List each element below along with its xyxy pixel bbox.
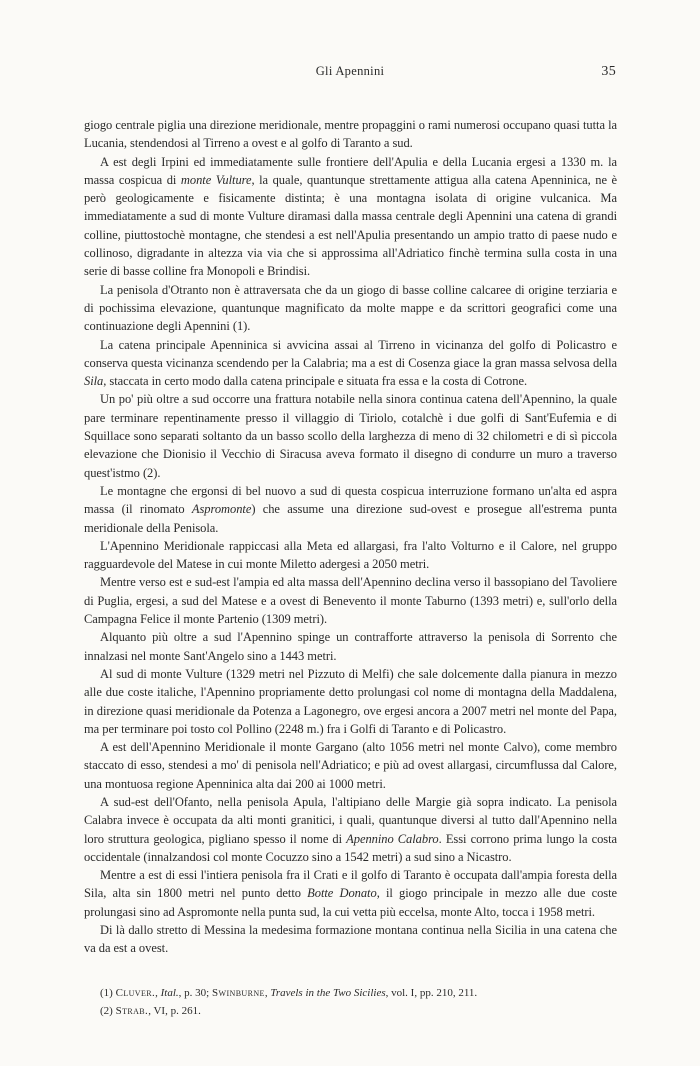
paragraph: A est degli Irpini ed immediatamente sulle frontiere dell'Apulia e della Lucania ergesi a 1330 m. la massa cospicua di monte Vulture, la quale, quantunque strettamente attigua alla catena Apenninica, ne è però geologicamente e fisicamente distinta; è una montagna isolata di origine vulcanica. Ma immediatamente a sud di monte Vulture diramasi dalla massa centrale degli Apennini una catena di grandi colline, piuttostochè montagne, che stendesi a est nell'Apulia presentando un ampio tratto di paese nudo e collinoso, digradante in altezza via via che si approssima all'Adriatico finchè termina sulla costa in una serie di basse colline fra Monopoli e Brindisi. [84, 154, 618, 279]
paragraph: Mentre a est di essi l'intiera penisola fra il Crati e il golfo di Taranto è occupata dall'ampia foresta della Sila, alta sin 1800 metri nel punto detto Botte Donato, il giogo principale in mezzo alle due coste prolungasi sino ad Aspromonte nella punta sud, la cui vetta più eccelsa, monte Alto, tocca i 1958 metri. [84, 868, 618, 919]
paragraph: giogo centrale piglia una direzione meridionale, mentre propaggini o rami numerosi occupano quasi tutta la Lucania, stendendosi al Tirreno a ovest e al golfo di Taranto a sud. [84, 118, 617, 151]
running-title: Gli Apennini [315, 64, 385, 78]
emphasis: Aspromonte [191, 502, 252, 517]
author-name: Strab. [115, 1004, 149, 1017]
paragraph: La penisola d'Otranto non è attraversata che da un giogo di basse colline calcaree di origine terziaria e di pochissima elevazione, quantunque magnificato da molte mappe e da scrittori geografici come una continuazione degli Apennini (1). [84, 282, 617, 334]
footnotes [84, 985, 617, 1020]
author-name: Cluver. [115, 987, 156, 999]
paragraph: La catena principale Apenninica si avvicina assai al Tirreno in vicinanza del golfo di Policastro e conserva questa vicinanza scendendo per la Calabria; ma a est di Cosenza giace la gran massa selvosa della Sila, staccata in certo modo dalla catena principale e situata fra essa e la costa di Cotrone. [84, 337, 617, 389]
emphasis: Sila [84, 374, 104, 389]
emphasis: Apennino Calabro [346, 831, 439, 846]
paragraph: Mentre verso est e sud-est l'ampia ed alta massa dell'Apennino declina verso il bassopiano del Tavoliere di Puglia, ergesi, a sud del Matese e a ovest di Benevento il monte Taburno (1393 metri) e, sull'orlo della Campagna Felice il monte Partenio (1309 metri). [84, 575, 617, 627]
emphasis: monte Vulture [180, 172, 252, 187]
emphasis: Botte Donato [307, 886, 377, 901]
paragraph: A sud-est dell'Ofanto, nella penisola Apula, l'altipiano delle Margie già sopra indicato. La penisola Calabra invece è occupata da alti monti granitici, i quali, quantunque diversi al tutto dall'Apennino nella loro struttura geologica, pigliano spesso il nome di Apennino Calabro. Essi corrono prima lungo la costa occidentale (innalzandosi col monte Cocuzzo sino a 1542 metri) a sud sino a Nicastro. [84, 794, 617, 864]
work-title: Travels in the Two Sicilies [270, 987, 386, 999]
paragraph: L'Apennino Meridionale rappiccasi alla Meta ed allargasi, fra l'alto Volturno e il Calore, nel gruppo ragguardevole del Matese in cui monte Miletto adergesi a 2050 metri. [84, 538, 617, 572]
work-title: Ital. [160, 987, 179, 999]
paragraph: Al sud di monte Vulture (1329 metri nel Pizzuto di Melfi) che sale dolcemente dalla pianura in mezzo alle due coste italiche, l'Apennino propriamente detto prolungasi col nome di montagna della Maddalena, in direzione quasi meridionale da Potenza a Lagonegro, ove ergesi ancora a 2007 metri nel monte del Papa, ma per terminare poi tosto col Pollino (2248 m.) fra i Golfi di Taranto e di Policastro. [84, 666, 617, 736]
body-text [84, 116, 617, 958]
author-name: Swinburne [211, 987, 265, 999]
footnote-1: (1) Cluver., Ital., p. 30; Swinburne, Travels in the Two Sicilies, vol. I, pp. 210, 211. [100, 987, 478, 999]
page-number: 35 [601, 64, 616, 79]
paragraph: A est dell'Apennino Meridionale il monte Gargano (alto 1056 metri nel monte Calvo), come membro staccato di esso, stendesi a mo' di penisola nell'Adriatico; e più ad ovest allargasi, circumflussa dal Calore, una montuosa regione Apenninica alta dai 200 ai 1000 metri. [84, 740, 617, 791]
paragraph: Le montagne che ergonsi di bel nuovo a sud di questa cospicua interruzione formano un'alta ed aspra massa (il rinomato Aspromonte) che assume una direzione sud-ovest e prosegue all'estrema punta meridionale della Penisola. [84, 483, 617, 535]
paragraph: Un po' più oltre a sud occorre una frattura notabile nella sinora continua catena dell'Apennino, la quale pare terminare repentinamente presso il villaggio di Tiriolo, cotalchè i due golfi di Sant'Eufemia e di Squillace sono separati soltanto da un basso scollo della larghezza di meno di 32 chilometri e di sì piccola elevazione che Dionisio il Vecchio di Siracusa aveva formato il disegno di condurre un muro a traverso quest'istmo (2). [84, 392, 617, 480]
paragraph: Di là dallo stretto di Messina la medesima formazione montana continua nella Sicilia in una catena che va da est a ovest. [84, 923, 617, 956]
footnote-2: (2) Strab., VI, p. 261. [100, 1004, 201, 1017]
paragraph: Alquanto più oltre a sud l'Apennino spinge un contrafforte attraverso la penisola di Sorrento che innalzasi nel monte Sant'Angelo sino a 1443 metri. [84, 630, 617, 663]
